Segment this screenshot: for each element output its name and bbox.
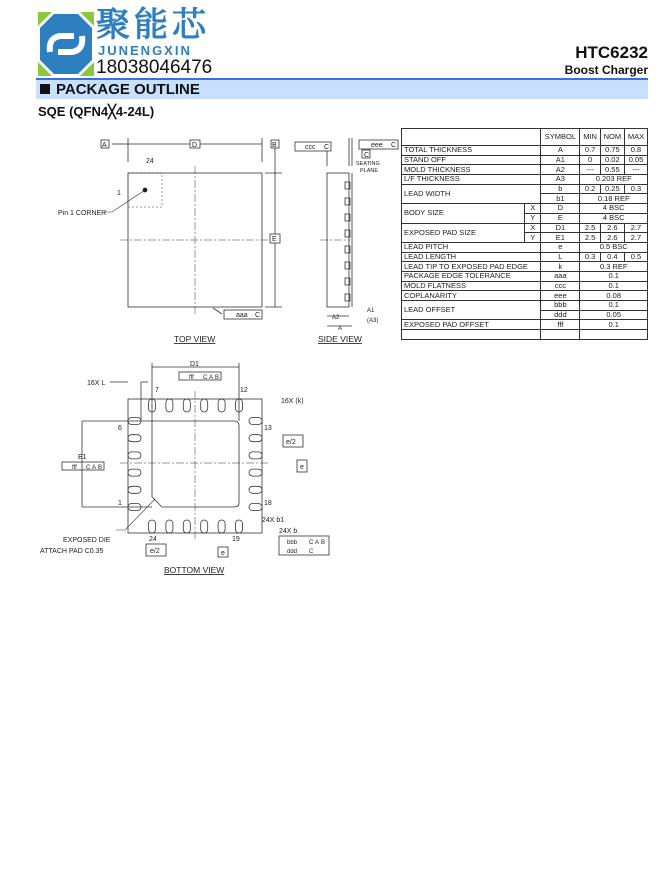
a-label: A	[338, 326, 343, 332]
ccc-ref: C	[324, 144, 330, 151]
dim-d-label: D	[192, 142, 198, 149]
symbol: E1	[541, 233, 580, 243]
axis: X	[525, 223, 541, 233]
symbol: k	[541, 262, 580, 272]
value-max: 0.8	[625, 146, 648, 156]
symbol: eee	[541, 291, 580, 301]
param-name: EXPOSED PAD OFFSET	[402, 320, 541, 330]
symbol: ccc	[541, 281, 580, 291]
param-name: STAND OFF	[402, 155, 541, 165]
axis: Y	[525, 233, 541, 243]
param-name: LEAD TIP TO EXPOSED PAD EDGE	[402, 262, 541, 272]
table-header-row	[402, 129, 648, 146]
table-row	[402, 301, 648, 311]
logo-phone: 18038046476	[96, 57, 213, 78]
value-nom: 0.55	[600, 165, 624, 175]
logo-chinese-name: 聚能芯	[96, 5, 210, 45]
header-blank	[402, 129, 541, 146]
value-max: ---	[625, 165, 648, 175]
table-row	[402, 223, 648, 233]
datum-a-label: A	[102, 142, 107, 149]
d1-ref-a: A	[209, 375, 214, 381]
value: 0.18 REF	[580, 194, 648, 204]
param-name: BODY SIZE	[402, 204, 525, 223]
ddd-label: ddd	[287, 549, 298, 555]
symbol: L	[541, 252, 580, 262]
dim-d1-label: D1	[190, 361, 199, 368]
d1-ref-b: B	[215, 375, 220, 381]
symbol: b1	[541, 194, 580, 204]
value-nom: 0.25	[600, 184, 624, 194]
value-nom: 0.75	[600, 146, 624, 156]
tol-ref-label: C	[255, 312, 261, 319]
top-side-view-labels	[0, 130, 400, 350]
datum-c-label: C	[364, 152, 370, 159]
table-row	[402, 175, 648, 185]
param-name: PACKAGE EDGE TOLERANCE	[402, 271, 541, 281]
logo-english-name: JUNENGXIN	[98, 43, 192, 58]
table-row	[402, 262, 648, 272]
symbol: bbb	[541, 301, 580, 311]
pin-18-label: 18	[264, 500, 272, 507]
e1-ref-b: B	[98, 465, 103, 471]
param-name: EXPOSED PAD SIZE	[402, 223, 525, 242]
value-min: 2.5	[580, 223, 600, 233]
ccc-label: ccc	[305, 144, 316, 151]
bottom-view-title: BOTTOM VIEW	[164, 565, 225, 575]
symbol: A2	[541, 165, 580, 175]
value-max: 0.3	[625, 184, 648, 194]
dim-e-label: E	[272, 236, 277, 243]
axis: X	[525, 204, 541, 214]
param-name: COPLANARITY	[402, 291, 541, 301]
table-row	[402, 271, 648, 281]
aaa-tol-label: aaa	[236, 312, 248, 319]
value: 0.08	[580, 291, 648, 301]
value-nom: 0.4	[600, 252, 624, 262]
param-name: LEAD LENGTH	[402, 252, 541, 262]
table-row	[402, 242, 648, 252]
pin-12-label: 12	[240, 387, 248, 394]
top-view-title: TOP VIEW	[174, 334, 216, 344]
table-row	[402, 165, 648, 175]
e-right-label: e	[300, 464, 304, 471]
section-title: PACKAGE OUTLINE	[56, 81, 200, 98]
param-name: L/F THICKNESS	[402, 175, 541, 185]
pin-19-label: 19	[232, 536, 240, 543]
part-description: Boost Charger	[564, 63, 648, 77]
table-row	[402, 291, 648, 301]
value-nom: 2.6	[600, 233, 624, 243]
table-row	[402, 330, 648, 340]
value: 0.1	[580, 281, 648, 291]
header-symbol: SYMBOL	[541, 129, 580, 146]
symbol: A	[541, 146, 580, 156]
bbb-label: bbb	[287, 540, 298, 546]
eee-label: eee	[371, 142, 383, 149]
table-row	[402, 320, 648, 330]
d1-fff-label: fff	[189, 375, 194, 381]
attach-pad-label: ATTACH PAD C0.35	[40, 548, 104, 555]
pin-6-label: 6	[118, 425, 122, 432]
pin1-corner-label: Pin 1 CORNER	[58, 210, 107, 217]
a3-label: (A3)	[367, 318, 379, 324]
param-name	[402, 330, 541, 340]
pin-1-label: 1	[118, 500, 122, 507]
table-row	[402, 252, 648, 262]
value: 0.05	[580, 310, 648, 320]
bbb-ref-a: A	[315, 540, 320, 546]
symbol: fff	[541, 320, 580, 330]
value: 0.3 REF	[580, 262, 648, 272]
table-row	[402, 184, 648, 194]
param-name: TOTAL THICKNESS	[402, 146, 541, 156]
bbb-ref-b: B	[321, 540, 326, 546]
e1-ref-a: A	[92, 465, 97, 471]
e1-ref-c: C	[86, 465, 91, 471]
e-half-bottom-label: e/2	[150, 548, 160, 555]
package-name: SQE (QFN4╳4-24L)	[38, 104, 155, 119]
value: 0.1	[580, 320, 648, 330]
side-view-title: SIDE VIEW	[318, 334, 362, 344]
param-name: MOLD FLATNESS	[402, 281, 541, 291]
pin-13-label: 13	[264, 425, 272, 432]
dimension-table	[401, 128, 648, 340]
eee-ref: C	[391, 142, 397, 149]
datum-b-label: B	[272, 142, 277, 149]
table-row	[402, 146, 648, 156]
axis: Y	[525, 213, 541, 223]
header-min: MIN	[580, 129, 600, 146]
value-max: 0.5	[625, 252, 648, 262]
pin-24-label: 24	[146, 158, 154, 165]
symbol: D	[541, 204, 580, 214]
symbol: ddd	[541, 310, 580, 320]
value: 0.5 BSC	[580, 242, 648, 252]
value-min: ---	[580, 165, 600, 175]
value: 0.203 REF	[580, 175, 648, 185]
symbol: A3	[541, 175, 580, 185]
table-row	[402, 155, 648, 165]
value-min: 2.5	[580, 233, 600, 243]
table-row	[402, 204, 648, 214]
bbb-ref-c: C	[309, 540, 314, 546]
param-name: LEAD WIDTH	[402, 184, 541, 203]
d1-ref-c: C	[203, 375, 208, 381]
company-logo-mark	[38, 12, 94, 76]
symbol: E	[541, 213, 580, 223]
value	[580, 330, 648, 340]
header-max: MAX	[625, 129, 648, 146]
symbol: D1	[541, 223, 580, 233]
symbol: e	[541, 242, 580, 252]
b1-label: 24X b1	[262, 517, 285, 524]
value-max: 2.7	[625, 233, 648, 243]
exposed-die-label: EXPOSED DIE	[63, 537, 111, 544]
header-nom: NOM	[600, 129, 624, 146]
value-nom: 0.02	[600, 155, 624, 165]
pin-1-label: 1	[117, 190, 121, 197]
value-min: 0.2	[580, 184, 600, 194]
value-min: 0.3	[580, 252, 600, 262]
e-half-right-label: e/2	[286, 439, 296, 446]
section-bullet-icon	[40, 84, 50, 94]
value: 0.1	[580, 271, 648, 281]
a1-label: A1	[367, 308, 375, 314]
e-bottom-label: e	[221, 550, 225, 557]
param-name: LEAD OFFSET	[402, 301, 541, 320]
symbol: A1	[541, 155, 580, 165]
value-nom: 2.6	[600, 223, 624, 233]
dim-e1-label: E1	[78, 454, 87, 461]
bottom-view-labels	[0, 355, 400, 585]
value: 4 BSC	[580, 204, 648, 214]
part-number: HTC6232	[575, 43, 648, 62]
e1-fff-label: fff	[72, 465, 77, 471]
lead-length-label: 16X L	[87, 380, 106, 387]
value-min: 0.7	[580, 146, 600, 156]
symbol: aaa	[541, 271, 580, 281]
ddd-ref-c: C	[309, 549, 314, 555]
b-label: 24X b	[279, 528, 298, 535]
lead-tip-label: 16X (k)	[281, 398, 304, 405]
pin-24-label: 24	[149, 536, 157, 543]
symbol: b	[541, 184, 580, 194]
a2-label: A2	[332, 315, 340, 321]
value: 0.1	[580, 301, 648, 311]
value-max: 2.7	[625, 223, 648, 233]
value: 4 BSC	[580, 213, 648, 223]
seating-label: SEATING	[356, 161, 380, 167]
value-max: 0.05	[625, 155, 648, 165]
pin-7-label: 7	[155, 387, 159, 394]
table-row	[402, 281, 648, 291]
symbol	[541, 330, 580, 340]
param-name: LEAD PITCH	[402, 242, 541, 252]
param-name: MOLD THICKNESS	[402, 165, 541, 175]
plane-label: PLANE	[360, 168, 379, 174]
value-min: 0	[580, 155, 600, 165]
